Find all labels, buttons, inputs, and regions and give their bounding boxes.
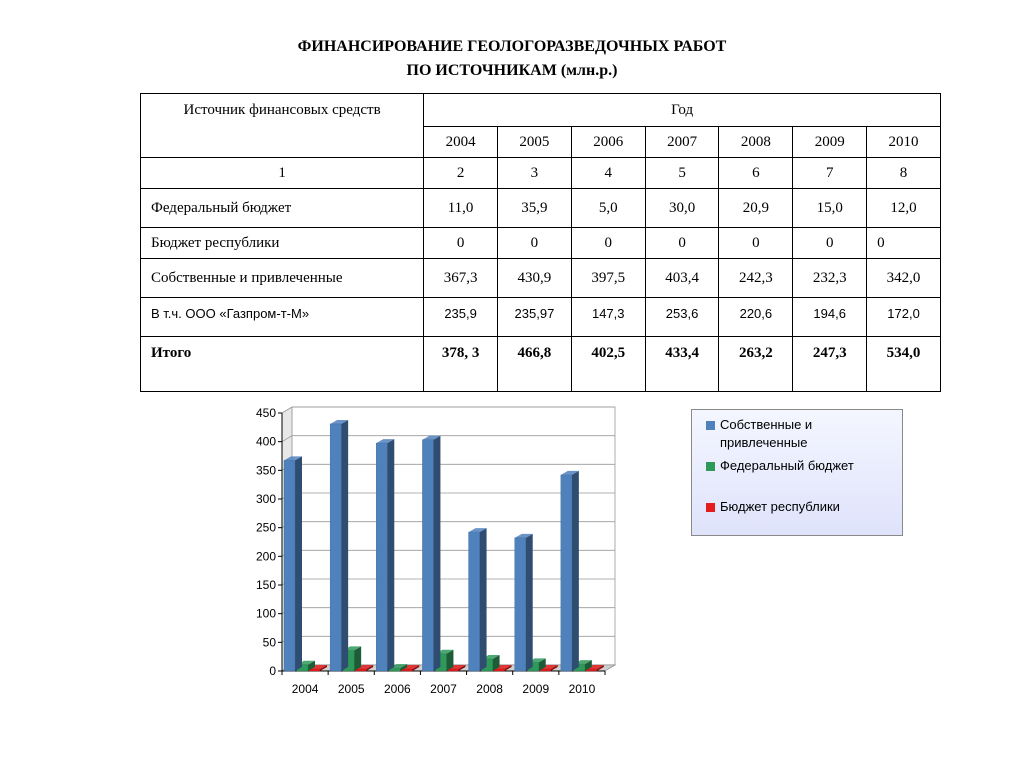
col-number: 2 [424, 158, 498, 189]
legend-swatch [706, 462, 715, 471]
bar-side [295, 456, 302, 671]
y-tick-label: 450 [255, 406, 276, 420]
table-cell: 5,0 [571, 189, 645, 228]
table-cell: 172,0 [867, 298, 941, 337]
table-cell: 242,3 [719, 259, 793, 298]
bar-side [480, 528, 487, 671]
bar-side [433, 436, 440, 671]
legend-swatch [706, 503, 715, 512]
x-tick-label: 2006 [384, 682, 411, 696]
col-number: 8 [867, 158, 941, 189]
table-cell: 433,4 [645, 337, 719, 392]
legend-label: Бюджет республики [720, 499, 840, 514]
year-2006: 2006 [571, 127, 645, 158]
table-cell: 11,0 [424, 189, 498, 228]
y-tick-label: 0 [269, 664, 276, 678]
table-cell: 30,0 [645, 189, 719, 228]
table-cell: 342,0 [867, 259, 941, 298]
legend-label: Федеральный бюджет [720, 458, 854, 473]
legend-swatch [706, 421, 715, 430]
year-2005: 2005 [498, 127, 572, 158]
legend-item [706, 498, 896, 516]
table-cell: 0 [867, 228, 941, 259]
x-tick-label: 2010 [568, 682, 596, 696]
table-cell: 0 [498, 228, 572, 259]
x-tick-label: 2007 [430, 682, 457, 696]
table-cell: 430,9 [498, 259, 572, 298]
chart-legend [691, 409, 903, 536]
year-2009: 2009 [793, 127, 867, 158]
bar-side [387, 439, 394, 671]
legend-label: Собственные и привлеченные [720, 417, 813, 450]
table-cell: 232,3 [793, 259, 867, 298]
col-number: 6 [719, 158, 793, 189]
y-tick-label: 50 [262, 635, 276, 650]
x-tick-label: 2009 [522, 682, 550, 696]
bar [515, 538, 526, 671]
col-number: 5 [645, 158, 719, 189]
year-2004: 2004 [424, 127, 498, 158]
table-cell: 402,5 [571, 337, 645, 392]
table-cell: 0 [571, 228, 645, 259]
table-cell: 534,0 [867, 337, 941, 392]
table-cell: 15,0 [793, 189, 867, 228]
col-number: 1 [141, 158, 424, 189]
y-tick-label: 350 [255, 463, 276, 478]
row-label: Федеральный бюджет [141, 189, 424, 228]
y-tick-label: 400 [255, 434, 276, 449]
table-cell: 466,8 [498, 337, 572, 392]
table-cell: 235,97 [498, 298, 572, 337]
table-cell: 220,6 [719, 298, 793, 337]
table-cell: 253,6 [645, 298, 719, 337]
bar [330, 424, 341, 671]
col-number: 3 [498, 158, 572, 189]
legend-item [706, 416, 896, 452]
table-cell: 367,3 [424, 259, 498, 298]
title-line-1: ФИНАНСИРОВАНИЕ ГЕОЛОГОРАЗВЕДОЧНЫХ РАБОТ [297, 38, 727, 55]
table-cell: 0 [645, 228, 719, 259]
year-2007: 2007 [645, 127, 719, 158]
bar [376, 443, 387, 671]
table-cell: 194,6 [793, 298, 867, 337]
y-tick-label: 100 [255, 606, 276, 621]
header-year: Год [424, 94, 941, 127]
y-tick-label: 200 [255, 549, 276, 564]
y-tick-label: 300 [255, 492, 276, 506]
table-cell: 0 [424, 228, 498, 259]
bar [469, 532, 480, 671]
header-source: Источник финансовых средств [141, 94, 424, 158]
col-number: 7 [793, 158, 867, 189]
x-tick-label: 2004 [291, 682, 319, 696]
table-cell: 403,4 [645, 259, 719, 298]
bar-side [526, 534, 533, 671]
table-cell: 235,9 [424, 298, 498, 337]
table-cell: 147,3 [571, 298, 645, 337]
col-number: 4 [571, 158, 645, 189]
table-cell: 0 [719, 228, 793, 259]
bar [561, 475, 572, 671]
year-2010: 2010 [867, 127, 941, 158]
table-cell: 397,5 [571, 259, 645, 298]
row-label: Итого [141, 337, 424, 392]
y-tick-label: 150 [255, 578, 276, 592]
bar-side [341, 420, 348, 671]
bar-side [572, 471, 579, 671]
x-tick-label: 2005 [337, 682, 365, 696]
title-line-2: ПО ИСТОЧНИКАМ (млн.р.) [406, 62, 618, 79]
row-label: Собственные и привлеченные [141, 259, 424, 298]
bar-side [354, 646, 361, 671]
row-label: В т.ч. ООО «Газпром-т-М» [141, 298, 424, 337]
x-tick-label: 2008 [476, 682, 503, 696]
row-label: Бюджет республики [141, 228, 424, 259]
year-2008: 2008 [719, 127, 793, 158]
table-cell: 378, 3 [424, 337, 498, 392]
table-cell: 0 [793, 228, 867, 259]
bar [422, 440, 433, 671]
table-cell: 247,3 [793, 337, 867, 392]
legend-item [706, 457, 896, 475]
table-cell: 35,9 [498, 189, 572, 228]
y-tick-label: 250 [255, 520, 276, 535]
table-cell: 263,2 [719, 337, 793, 392]
table-cell: 12,0 [867, 189, 941, 228]
table-cell: 20,9 [719, 189, 793, 228]
bar [284, 460, 295, 671]
